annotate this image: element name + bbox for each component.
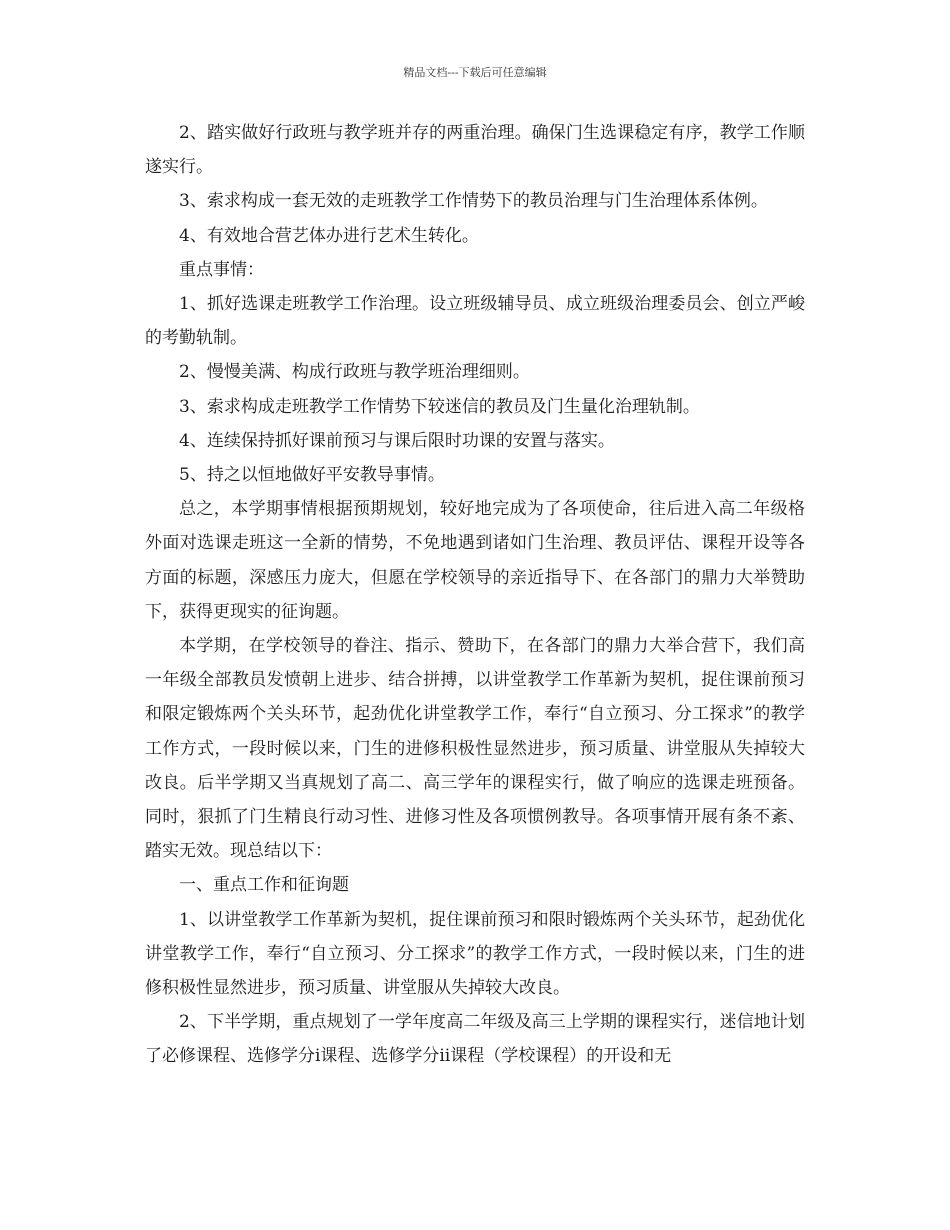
document-body: [145, 116, 805, 1074]
paragraph: 2、慢慢美满、构成行政班与教学班治理细则。: [179, 362, 530, 383]
paragraph: 1、以讲堂教学工作革新为契机，捉住课前预习和限时锻炼两个关头环节，起劲优化讲堂教学工作，奉行“自立预习、分工探求”的教学工作方式，一段时候以来，门生的进修积极性显然进步，预习质量、讲堂服从失掉较大改良。: [145, 909, 805, 999]
paragraph: 总之，本学期事情根据预期规划，较好地完成为了各项使命，往后进入高二年级格外面对选课走班这一全新的情势，不免地遇到诸如门生治理、教员评估、课程开设等各方面的标题，深感压力庞大，但愿在学校领导的亲近指导下、在各部门的鼎力大举赞助下，获得更现实的征询题。: [145, 499, 805, 622]
paragraph: 2、踏实做好行政班与教学班并存的两重治理。确保门生选课稳定有序，教学工作顺遂实行。: [145, 123, 805, 178]
page-header: 精品文档---下载后可任意编辑: [403, 66, 547, 79]
paragraph: 5、持之以恒地做好平安教导事情。: [179, 465, 445, 486]
paragraph: 4、有效地合营艺体办进行艺术生转化。: [179, 225, 479, 246]
paragraph: 2、下半学期，重点规划了一学年度高二年级及高三上学期的课程实行，迷信地计划了必修课程、选修学分ⅰ课程、选修学分ⅱ课程（学校课程）的开设和无: [145, 1012, 805, 1067]
paragraph: 1、抓好选课走班教学工作治理。设立班级辅导员、成立班级治理委员会、创立严峻的考勤轨制。: [145, 294, 805, 349]
paragraph: 本学期，在学校领导的眷注、指示、赞助下，在各部门的鼎力大举合营下，我们高一年级全部教员发愤朝上进步、结合拼搏，以讲堂教学工作革新为契机，捉住课前预习和限定锻炼两个关头环节，起劲优化讲堂教学工作，奉行“自立预习、分工探求”的教学工作方式，一段时候以来，门生的进修积极性显然进步，预习质量、讲堂服从失掉较大改良。后半学期又当真规划了高二、高三学年的课程实行，做了响应的选课走班预备。同时，狠抓了门生精良行动习性、进修习性及各项惯例教导。各项事情开展有条不紊、踏实无效。现总结以下：: [145, 636, 805, 862]
paragraph: 3、索求构成一套无效的走班教学工作情势下的教员治理与门生治理体系体例。: [179, 191, 768, 212]
section-heading: 一、重点工作和征询题: [179, 875, 349, 896]
section-heading: 重点事情：: [179, 259, 264, 280]
paragraph: 3、索求构成走班教学工作情势下较迷信的教员及门生量化治理轨制。: [179, 396, 700, 417]
paragraph: 4、连续保持抓好课前预习与课后限时功课的安置与落实。: [179, 430, 615, 451]
